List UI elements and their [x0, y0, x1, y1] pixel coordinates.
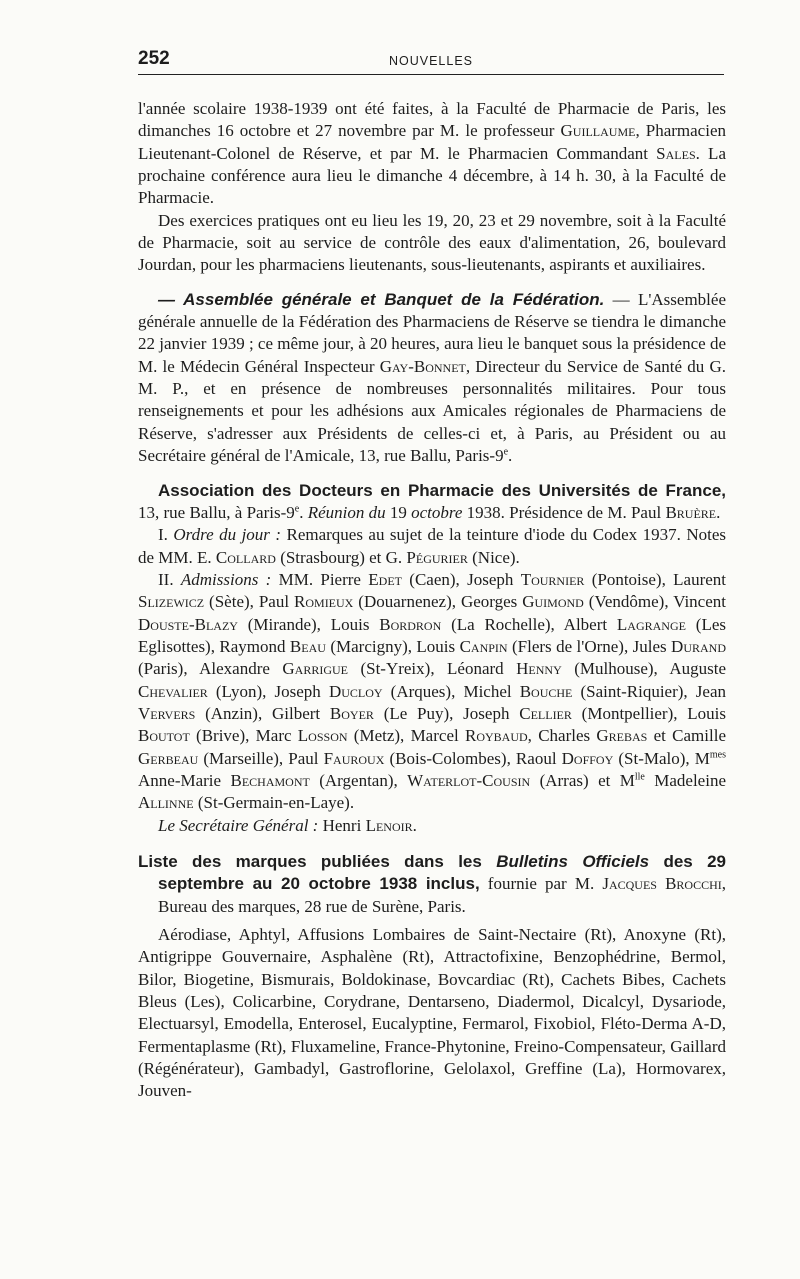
paragraph-ordre-du-jour: I. Ordre du jour : Remarques au sujet de la teinture d'iode du Codex 1937. Notes de MM. E. Collard (Strasbourg) et G. Pégurier (Nice).: [138, 525, 726, 567]
paragraph-liste-marques: Liste des marques publiées dans les Bulletins Officiels des 29 septembre au 20 octobre 1938 inclus, fournie par M. Jacques Brocchi, Bureau des marques, 28 rue de Surène, Paris.: [138, 852, 726, 916]
association-heading: Association des Docteurs en Pharmacie des Universités de France,: [158, 480, 726, 500]
paragraph-signature: Le Secrétaire Général : Henri Lenoir.: [158, 815, 417, 835]
running-head: NOUVELLES: [388, 54, 474, 68]
paragraph-marques: Aérodiase, Aphtyl, Affusions Lombaires de Saint-Nectaire (Rt), Anoxyne (Rt), Antigrippe Gouvernaire, Asphalène (Rt), Attractofixine, Benzophédrine, Bermol, Bilor, Biogetine, Bismurais, Boldokinase, Bovcardiac (Rt), Cachets Bibes, Cachets Bleus (Les), Colicarbine, Corydrane, Dentarseno, Diadermol, Dicalcyl, Dysariode, Electuarsyl, Emodella, Enterosel, Eucalyptine, Fermarol, Fixobiol, Fléto-Derma A-D, Fermentaplasme (Rt), Fluxameline, France-Phytonine, Freino-Compensateur, Gaillard (Régénérateur), Gambadyl, Gastroflorine, Gelolaxol, Greffine (La), Hormovarex, Jouven-: [138, 925, 726, 1101]
paragraph-association: Association des Docteurs en Pharmacie des Universités de France, 13, rue Ballu, à Paris-9e. Réunion du 19 octobre 1938. Présidence de M. Paul Bruère.: [138, 480, 726, 522]
paragraph-conferences: l'année scolaire 1938-1939 ont été faites, à la Faculté de Pharmacie de Paris, les dimanches 16 octobre et 27 novembre par M. le professeur Guillaume, Pharmacien Lieutenant-Colonel de Réserve, et par M. le Pharmacien Commandant Sales. La prochaine conférence aura lieu le dimanche 4 décembre, à 14 h. 30, à la Faculté de Pharmacie.: [138, 99, 726, 208]
page-header: [138, 44, 724, 75]
liste-heading: Liste des marques publiées dans les: [138, 852, 497, 871]
page-number: 252: [138, 48, 170, 69]
paragraph-exercices: Des exercices pratiques ont eu lieu les 19, 20, 23 et 29 novembre, soit à la Faculté de Pharmacie, soit au service de contrôle des eaux d'alimentation, 26, boulevard Jourdan, pour les pharmaciens lieutenants, sous-lieutenants, aspirants et auxiliaires.: [138, 210, 726, 275]
assemblee-heading: — Assemblée générale et Banquet de la Fédération.: [158, 289, 605, 309]
paragraph-admissions: II. Admissions : MM. Pierre Edet (Caen), Joseph Tournier (Pontoise), Laurent Slizewicz (Sète), Paul Romieux (Douarnenez), Georges Guimond (Vendôme), Vincent Douste-Blazy (Mirande), Louis Bordron (La Rochelle), Albert Lagrange (Les Eglisottes), Raymond Beau (Marcigny), Louis Canpin (Flers de l'Orne), Jules Durand (Paris), Alexandre Garrigue (St-Yreix), Léonard Henny (Mulhouse), Auguste Chevalier (Lyon), Joseph Ducloy (Arques), Michel Bouche (Saint-Riquier), Jean Ververs (Anzin), Gilbert Boyer (Le Puy), Joseph Cellier (Montpellier), Louis Boutot (Brive), Marc Losson (Metz), Marcel Roybaud, Charles Grebas et Camille Gerbeau (Marseille), Paul Fauroux (Bois-Colombes), Raoul Doffoy (St-Malo), $M^{mes}$ Anne-Marie Bechamont (Argentan), Waterlot-Cousin (Arras) et $M^{lle}$ Madeleine Allinne (St-Germain-en-Laye).: [138, 569, 727, 813]
paragraph-assemblee: — Assemblée générale et Banquet de la Fédération. — L'Assemblée générale annuelle de la Fédération des Pharmaciens de Réserve se tiendra le dimanche 22 janvier 1939 ; ce même jour, à 20 heures, aura lieu le banquet sous la présidence de M. le Médecin Général Inspecteur Gay-Bonnet, Directeur du Service de Santé du G. M. P., et en présence de nombreuses personnalités militaires. Pour tous renseignements et pour les adhésions aux Amicales régionales de Pharmaciens de Réserve, s'adresser aux Présidents de celles-ci et, à Paris, au Président ou au Secrétaire général de l'Amicale, 13, rue Ballu, Paris-9e.: [138, 289, 726, 466]
article-body: [138, 98, 726, 1103]
